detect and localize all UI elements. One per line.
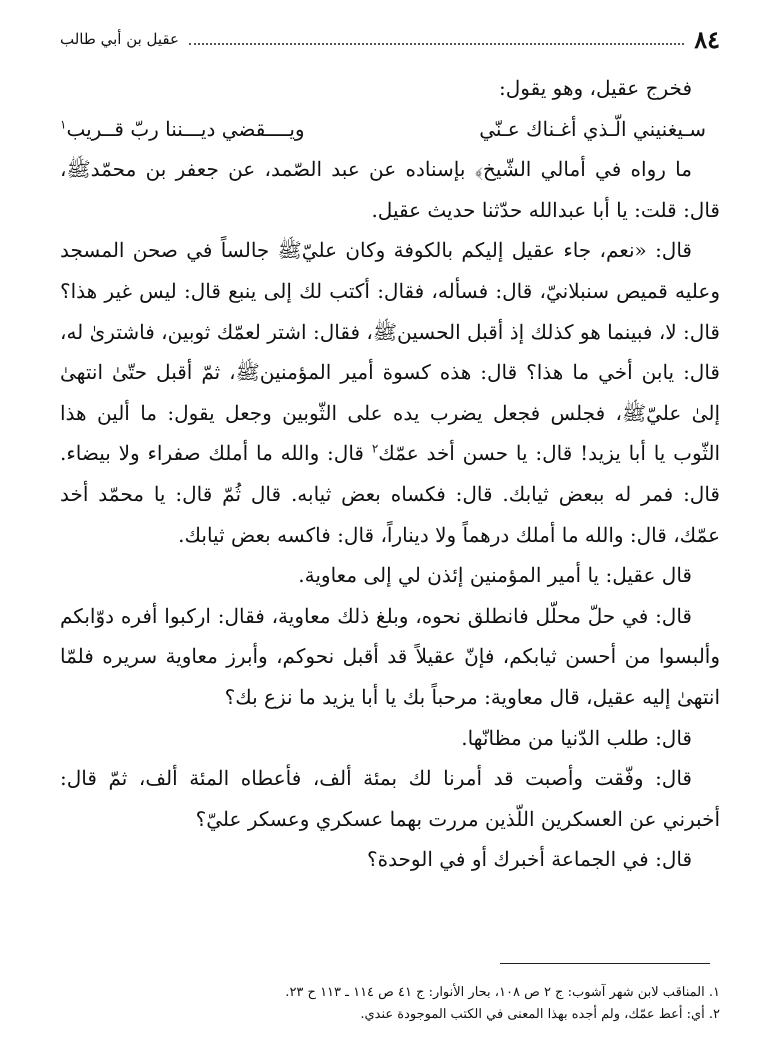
verse-hemistich-2: ويــــقضي ديـــننا ربّ قــريب$^١$	[60, 116, 305, 141]
verse-hemistich-1: سـيغنيني الّـذي أغـناك عـنّي	[479, 116, 706, 141]
intro-line: فخرج عقيل، وهو يقول:	[499, 76, 692, 100]
paragraph-2: قال: «نعم، جاء عقيل إليكم بالكوفة وكان عليّﷺ جالساً في صحن المسجد وعليه قميص سنبلانيّ، قال: فسأله، فقال: أكتب لك إلى ينبع قال: ليس غير هذا؟ قال: لا، فبينما هو كذلك إذ أقبل الحسينﷺ، فقال: اشتر لعمّك ثوبين، فاشترىٰ له، قال: يابن أخي ما هذا؟ قال: هذه كسوة أمير المؤمنينﷺ، ثمّ أقبل حتّىٰ انتهىٰ إلىٰ عليّﷺ، فجلس فجعل يضرب يده على الثّوبين وجعل يقول: ما ألين هذا الثّوب يا أبا يزيد! قال: يا حسن أخد عمّك$^٢$ قال: والله ما أملك صفراء ولا بيضاء. قال: فمر له ببعض ثيابك. قال: فكساه بعض ثيابه. قال ثُمّ قال: يا محمّد أخد عمّك، قال: والله ما أملك درهماً ولا ديناراً، قال: فاكسه بعض ثيابك.	[60, 238, 721, 547]
footnote-1: ١. المناقب لابن شهر آشوب: ج ٢ ص ١٠٨، بحار الأنوار: ج ٤١ ص ١١٤ ـ ١١٣ ح ٢٣.	[285, 985, 720, 1000]
footnote-separator	[500, 963, 710, 964]
header-dotted-leader	[189, 33, 684, 45]
running-title: عقيل بن أبي طالب	[60, 30, 179, 48]
paragraph-6: قال: وفّقت وأصبت قد أمرنا لك بمئة ألف، فأعطاه المئة ألف، ثمّ قال: أخبرني عن العسكرين اللّذين مررت بهما عسكري وعسكر عليّ؟	[60, 766, 720, 831]
paragraph-1: ما رواه في أمالي الشّيخ﴾ بإسناده عن عبد الصّمد، عن جعفر بن محمّدﷺ، قال: قلت: يا أبا عبدالله حدّثنا حديث عقيل.	[60, 157, 720, 222]
paragraph-4: قال: في حلّ محلّل فانطلق نحوه، وبلغ ذلك معاوية، فقال: اركبوا أفره دوّابكم وألبسوا من أحسن ثيابكم، فإنّ عقيلاً قد أقبل نحوكم، وأبرز معاوية سريره فلمّا انتهىٰ إليه عقيل، قال معاوية: مرحباً بك يا أبا يزيد ما نزع بك؟	[60, 603, 720, 709]
main-text	[60, 68, 720, 880]
page-header	[60, 24, 720, 54]
footnote-marker-1: ١	[60, 116, 67, 131]
poetry-verse	[60, 109, 720, 150]
page-number: ٨٤	[694, 24, 720, 54]
paragraph-7: قال: في الجماعة أخبرك أو في الوحدة؟	[366, 847, 692, 872]
footnotes	[60, 982, 720, 1026]
footnote-2: ٢. أي: أعط عمّك، ولم أجده بهذا المعنى في الكتب الموجودة عندي.	[360, 1007, 720, 1022]
footnote-marker-2: ٢	[371, 441, 379, 456]
paragraph-3: قال عقيل: يا أمير المؤمنين إئذن لي إلى معاوية.	[298, 563, 692, 588]
paragraph-5: قال: طلب الدّنيا من مظانّها.	[461, 725, 692, 750]
